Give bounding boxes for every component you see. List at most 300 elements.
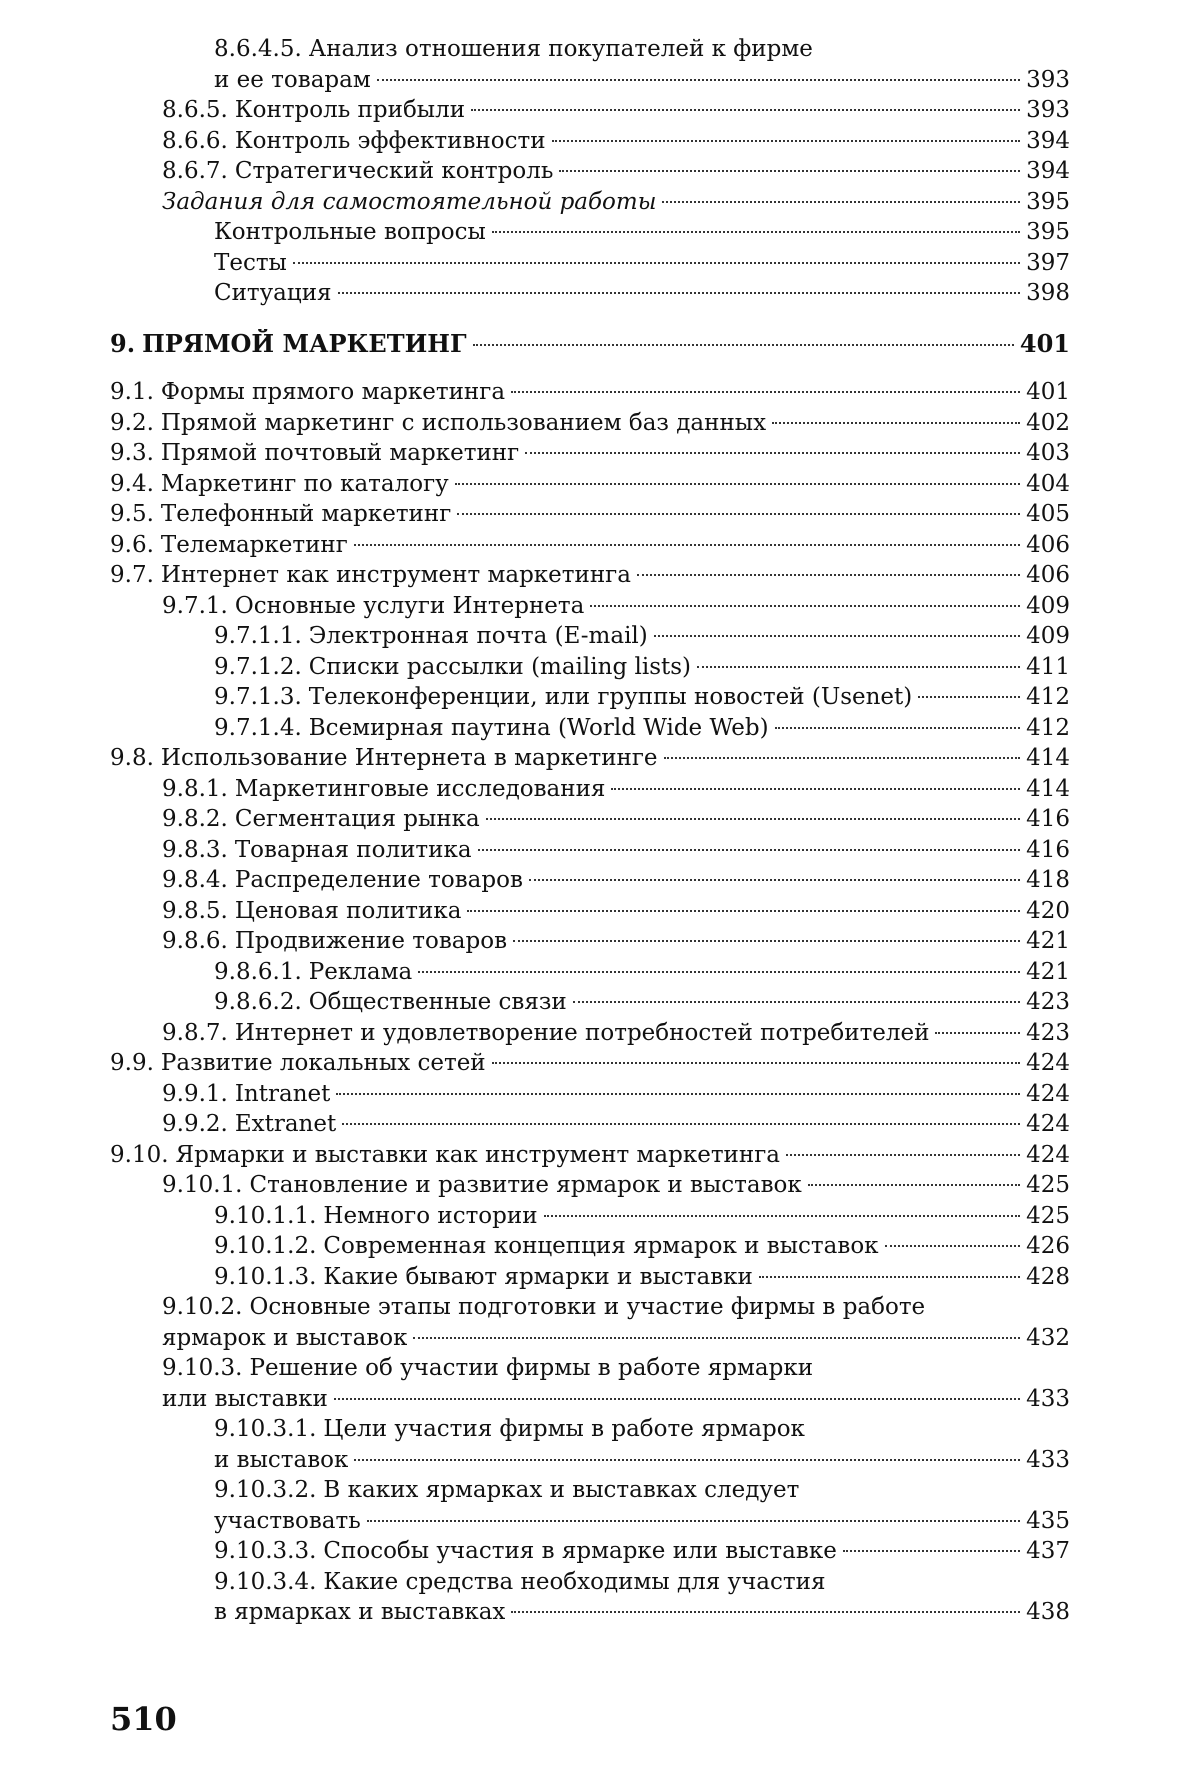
toc-entry-title: Интернет и удовлетворение потребностей потребителей	[234, 1019, 930, 1046]
toc-entry	[110, 1567, 1070, 1628]
toc-entry	[110, 682, 1070, 713]
toc-entry-number: 9.6.	[110, 531, 154, 558]
toc-entry-last-line	[214, 1506, 1070, 1537]
dot-leader	[334, 1398, 1020, 1400]
toc-entry-line	[110, 329, 1070, 360]
toc-entry-title: Intranet	[234, 1080, 331, 1107]
dot-leader	[843, 1550, 1020, 1552]
toc-entry-page: 403	[1026, 440, 1070, 466]
toc-entry	[110, 248, 1070, 279]
toc-entry-number: 9.2.	[110, 409, 154, 436]
toc-entry	[110, 1292, 1070, 1353]
toc-entry-line	[110, 438, 1070, 469]
toc-entry-page: 401	[1026, 379, 1070, 405]
toc-entry-label	[162, 865, 523, 896]
dot-leader	[354, 544, 1020, 546]
toc-entry-title-continuation: участвовать	[214, 1507, 361, 1534]
dot-leader	[772, 422, 1020, 424]
toc-entry-line	[162, 926, 1070, 957]
dot-leader	[377, 79, 1020, 81]
toc-entry-page: 402	[1026, 409, 1070, 436]
toc-entry-last-line	[162, 1384, 1070, 1415]
toc-entry-label	[162, 1170, 802, 1201]
toc-entry-label	[162, 804, 480, 835]
toc-entry	[110, 1018, 1070, 1049]
toc-entry-label	[162, 591, 584, 622]
toc-entry-line	[214, 682, 1070, 713]
toc-entry-page: 406	[1026, 531, 1070, 558]
toc-entry	[110, 469, 1070, 500]
toc-entry-title: ПРЯМОЙ МАРКЕТИНГ	[142, 328, 467, 358]
toc-entry-title: Какие бывают ярмарки и выставки	[323, 1263, 753, 1290]
toc-entry-title: Основные услуги Интернета	[234, 592, 585, 619]
toc-entry-first-line	[214, 34, 1070, 65]
toc-entry	[110, 865, 1070, 896]
toc-entry-page: 405	[1026, 501, 1070, 527]
toc-entry	[110, 835, 1070, 866]
toc-entry	[110, 1262, 1070, 1293]
toc-entry-line	[110, 469, 1070, 500]
toc-entry-page: 438	[1026, 1599, 1070, 1625]
toc-entry-label	[214, 217, 486, 248]
toc-entry-page: 395	[1026, 219, 1070, 245]
toc-entry-label	[214, 987, 567, 1018]
toc-entry-number: 9.3.	[110, 440, 154, 466]
toc-entry-title-continuation: ярмарок и выставок	[162, 1324, 408, 1351]
dot-leader	[529, 879, 1020, 881]
toc-entry-number: 9.4.	[110, 470, 154, 497]
toc-entry-label	[162, 126, 546, 157]
toc-entry-last-line	[214, 1445, 1070, 1476]
dot-leader	[467, 910, 1020, 912]
toc-entry-label	[162, 1018, 929, 1049]
toc-entry-line	[162, 1170, 1070, 1201]
dot-leader	[662, 201, 1020, 203]
toc-entry-label	[162, 187, 656, 218]
toc-entry-number: 9.10.3.3.	[214, 1538, 317, 1564]
dot-leader	[775, 727, 1021, 729]
toc-entry-title: Товарная политика	[234, 836, 472, 863]
toc-entry-title: Электронная почта (E-mail)	[308, 623, 648, 649]
toc-entry-page: 398	[1026, 280, 1070, 306]
toc-entry	[110, 1079, 1070, 1110]
toc-entry-label	[110, 329, 467, 360]
toc-entry-page: 406	[1026, 562, 1070, 588]
toc-entry	[110, 621, 1070, 652]
toc-entry-number: 9.5.	[110, 501, 154, 527]
dot-leader	[552, 140, 1021, 142]
toc-entry-number: 8.6.6.	[162, 127, 228, 154]
toc-entry-last-line	[214, 65, 1070, 96]
toc-entry-number: 8.6.5.	[162, 97, 228, 123]
toc-entry-label	[162, 95, 465, 126]
toc-entry	[110, 804, 1070, 835]
toc-entry-page: 409	[1026, 623, 1070, 649]
toc-entry-title: Контрольные вопросы	[214, 219, 486, 245]
dot-leader	[492, 231, 1020, 233]
toc-entry-title: Основные этапы подготовки и участие фирмы в работе	[249, 1294, 926, 1320]
toc-entry	[110, 560, 1070, 591]
toc-entry-number: 9.8.	[110, 745, 154, 771]
toc-entry-number: 9.8.4.	[162, 867, 228, 893]
toc-entry	[110, 499, 1070, 530]
toc-entry-label	[110, 530, 348, 561]
toc-entry-title: Прямой почтовый маркетинг	[160, 440, 520, 466]
dot-leader	[511, 391, 1020, 393]
toc-entry-page: 421	[1026, 958, 1070, 985]
toc-entry-number: 9.8.3.	[162, 836, 228, 863]
toc-entry-page: 394	[1026, 127, 1070, 154]
toc-entry-first-line	[162, 1353, 1070, 1384]
dot-leader	[511, 1611, 1020, 1613]
toc-entry-title: Маркетинг по каталогу	[160, 470, 449, 497]
toc-entry-number: 9.8.6.2.	[214, 989, 302, 1015]
dot-leader	[573, 1001, 1020, 1003]
dot-leader	[455, 483, 1020, 485]
toc-entry	[110, 1536, 1070, 1567]
toc-entry-line	[162, 95, 1070, 126]
toc-entry-label	[110, 1140, 780, 1171]
toc-entry-label	[214, 652, 691, 683]
dot-leader	[354, 1459, 1020, 1461]
dot-leader	[935, 1032, 1020, 1034]
toc-entry-first-line	[214, 1475, 1070, 1506]
page-number: 510	[110, 1700, 177, 1738]
toc-entry-title: Контроль прибыли	[234, 97, 466, 123]
toc-entry-line	[214, 1231, 1070, 1262]
toc-entry-number: 9.7.1.4.	[214, 714, 302, 741]
toc-entry-number: 9.7.1.1.	[214, 623, 302, 649]
toc-entry-last-line	[214, 1597, 1070, 1628]
dot-leader	[559, 170, 1020, 172]
toc-entry-number: 9.8.6.	[162, 928, 228, 954]
toc-entry-page: 433	[1026, 1446, 1070, 1473]
toc-entry-label	[110, 1048, 486, 1079]
toc-entry-page: 416	[1026, 836, 1070, 863]
toc-entry-page: 393	[1026, 97, 1070, 123]
toc-entry-label	[214, 278, 332, 309]
toc-entry-title: Списки рассылки (mailing lists)	[308, 653, 692, 680]
toc-entry-label	[214, 621, 648, 652]
toc-entry-line	[110, 560, 1070, 591]
toc-entry-title: Прямой маркетинг с использованием баз данных	[160, 409, 767, 436]
toc-entry-number: 9.10.2.	[162, 1294, 243, 1320]
toc-entry-label	[214, 248, 287, 279]
toc-entry-title: Телефонный маркетинг	[160, 501, 452, 527]
toc-entry-label	[110, 499, 451, 530]
toc-entry-label	[214, 1262, 753, 1293]
toc-entry-number: 9.9.1.	[162, 1080, 228, 1107]
toc-entry-title: Использование Интернета в маркетинге	[160, 745, 658, 771]
toc-entry	[110, 1140, 1070, 1171]
toc-entry	[110, 278, 1070, 309]
dot-leader	[885, 1245, 1021, 1247]
toc-entry-title: Способы участия в ярмарке или выставке	[323, 1538, 837, 1564]
toc-entry-line	[214, 621, 1070, 652]
toc-entry-line	[162, 126, 1070, 157]
toc-entry-number: 9.9.2.	[162, 1111, 228, 1137]
toc-entry-line	[110, 530, 1070, 561]
toc-entry-page: 420	[1026, 897, 1070, 924]
toc-entry-page: 425	[1026, 1172, 1070, 1198]
toc-entry-label	[162, 774, 605, 805]
toc-entry-number: 9.10.1.	[162, 1172, 243, 1198]
toc-entry-line	[162, 804, 1070, 835]
toc-entry-line	[110, 1048, 1070, 1079]
toc-entry-title: Ценовая политика	[234, 897, 462, 924]
toc-entry-title-continuation: или выставки	[162, 1385, 328, 1412]
toc-entry-line	[214, 1536, 1070, 1567]
dot-leader	[513, 940, 1020, 942]
toc-entry	[110, 156, 1070, 187]
toc-entry-title: Решение об участии фирмы в работе ярмарки	[249, 1355, 814, 1381]
toc-entry-line	[162, 774, 1070, 805]
toc-entry-title: Ситуация	[214, 280, 332, 306]
toc-entry-page: 424	[1026, 1050, 1070, 1076]
dot-leader	[367, 1520, 1020, 1522]
toc-entry-page: 425	[1026, 1202, 1070, 1229]
dot-leader	[525, 452, 1020, 454]
dot-leader	[486, 818, 1020, 820]
toc-entry-page: 433	[1026, 1385, 1070, 1412]
toc-entry-label	[162, 926, 507, 957]
toc-entry-label	[162, 156, 553, 187]
toc-entry-number: 9.10.	[110, 1141, 169, 1168]
dot-leader	[786, 1154, 1020, 1156]
toc-entry-number: 9.9.	[110, 1050, 154, 1076]
dot-leader	[293, 262, 1020, 264]
toc-entry	[110, 743, 1070, 774]
toc-entry-label	[214, 957, 412, 988]
toc-entry-line	[214, 957, 1070, 988]
toc-entry	[110, 1353, 1070, 1414]
toc-entry-line	[214, 713, 1070, 744]
toc-entry-number: 9.7.1.3.	[214, 684, 302, 710]
toc-entry-number: 9.10.1.3.	[214, 1263, 317, 1290]
toc-entry-title: Становление и развитие ярмарок и выставок	[249, 1172, 802, 1198]
toc-entry-title: Формы прямого маркетинга	[160, 379, 506, 405]
toc-entry-number: 9.10.3.2.	[214, 1477, 317, 1503]
toc-entry-page: 424	[1026, 1111, 1070, 1137]
toc-entry-title: Распределение товаров	[234, 867, 523, 893]
toc-entry-label	[110, 438, 519, 469]
toc-chapter-heading	[110, 329, 1070, 360]
toc-entry-page: 412	[1026, 714, 1070, 741]
toc-entry-number: 8.6.7.	[162, 158, 228, 184]
toc-entry-line	[162, 835, 1070, 866]
toc-entry	[110, 95, 1070, 126]
dot-leader	[664, 757, 1021, 759]
toc-entry-title: Анализ отношения покупателей к фирме	[308, 36, 813, 62]
toc-entry-title: Современная концепция ярмарок и выставок	[323, 1233, 879, 1259]
toc-entry-title: Телемаркетинг	[160, 531, 348, 558]
toc-entry-title: Немного истории	[323, 1202, 538, 1229]
toc-entry-line	[162, 156, 1070, 187]
toc-entry-title: Телеконференции, или группы новостей (Usenet)	[308, 684, 913, 710]
toc-entry	[110, 1231, 1070, 1262]
table-of-contents	[110, 34, 1070, 1628]
dot-leader	[471, 109, 1020, 111]
toc-entry	[110, 591, 1070, 622]
dot-leader	[808, 1184, 1020, 1186]
toc-entry-last-line	[162, 1323, 1070, 1354]
dot-leader	[611, 788, 1020, 790]
toc-entry-page: 397	[1026, 249, 1070, 276]
dot-leader	[544, 1215, 1021, 1217]
toc-entry-page: 401	[1019, 328, 1070, 358]
toc-entry	[110, 987, 1070, 1018]
toc-entry-label	[162, 896, 461, 927]
toc-entry	[110, 1475, 1070, 1536]
toc-entry-page: 412	[1026, 684, 1070, 710]
toc-entry-label	[214, 1231, 879, 1262]
toc-entry-first-line	[162, 1292, 1070, 1323]
toc-entry-number: 9.8.5.	[162, 897, 228, 924]
toc-entry-title: Общественные связи	[308, 989, 567, 1015]
toc-entry-page: 414	[1026, 775, 1070, 802]
dot-leader	[759, 1276, 1020, 1278]
toc-entry-number: 9.10.3.	[162, 1355, 243, 1381]
toc-entry-line	[110, 377, 1070, 408]
dot-leader	[473, 344, 1014, 346]
toc-entry-number: 9.10.1.2.	[214, 1233, 317, 1259]
toc-entry-number: 9.10.3.1.	[214, 1416, 317, 1442]
toc-entry-line	[214, 217, 1070, 248]
toc-entry-line	[162, 591, 1070, 622]
toc-entry-label	[110, 743, 658, 774]
toc-entry-line	[214, 248, 1070, 279]
toc-entry-title: Цели участия фирмы в работе ярмарок	[323, 1416, 805, 1442]
toc-entry-line	[214, 1201, 1070, 1232]
toc-entry-page: 418	[1026, 867, 1070, 893]
toc-entry-title: Ярмарки и выставки как инструмент маркетинга	[175, 1141, 780, 1168]
toc-entry	[110, 187, 1070, 218]
toc-entry-title: Маркетинговые исследования	[234, 775, 606, 802]
toc-entry-line	[110, 1140, 1070, 1171]
toc-entry-title: Задания для самостоятельной работы	[162, 188, 657, 215]
toc-entry	[110, 652, 1070, 683]
toc-entry-label	[110, 377, 505, 408]
toc-entry	[110, 217, 1070, 248]
toc-entry	[110, 126, 1070, 157]
toc-entry-title: Тесты	[214, 249, 287, 276]
toc-entry	[110, 713, 1070, 744]
toc-entry-page: 432	[1026, 1324, 1070, 1351]
toc-entry-line	[162, 865, 1070, 896]
toc-entry-title: Сегментация рынка	[234, 806, 480, 832]
dot-leader	[336, 1093, 1020, 1095]
toc-entry-label	[214, 713, 769, 744]
dot-leader	[338, 292, 1021, 294]
toc-entry	[110, 1109, 1070, 1140]
toc-entry	[110, 1414, 1070, 1475]
dot-leader	[637, 574, 1020, 576]
toc-entry-page: 393	[1026, 66, 1070, 93]
toc-entry-number: 9.8.7.	[162, 1019, 228, 1046]
toc-entry-label	[214, 1536, 837, 1567]
toc-entry-title: Extranet	[234, 1111, 337, 1137]
toc-entry-page: 423	[1026, 989, 1070, 1015]
toc-entry-page: 423	[1026, 1019, 1070, 1046]
toc-entry-title-continuation: в ярмарках и выставках	[214, 1599, 506, 1625]
dot-leader	[697, 666, 1020, 668]
toc-entry-label	[110, 408, 766, 439]
dot-leader	[492, 1062, 1020, 1064]
toc-entry-line	[162, 1079, 1070, 1110]
toc-entry-page: 421	[1026, 928, 1070, 954]
toc-entry-number: 8.6.4.5.	[214, 36, 302, 62]
toc-entry-page: 394	[1026, 158, 1070, 184]
toc-entry-number: 9.8.2.	[162, 806, 228, 832]
toc-entry-title: Стратегический контроль	[234, 158, 554, 184]
toc-entry-title: Контроль эффективности	[234, 127, 546, 154]
toc-entry	[110, 1048, 1070, 1079]
toc-entry-number: 9.7.1.2.	[214, 653, 302, 680]
toc-entry-line	[162, 1109, 1070, 1140]
toc-entry-number: 9.10.1.1.	[214, 1202, 317, 1229]
dot-leader	[918, 696, 1020, 698]
toc-entry-page: 435	[1026, 1507, 1070, 1534]
toc-entry-number: 9.1.	[110, 379, 154, 405]
toc-entry-page: 411	[1026, 653, 1070, 680]
toc-entry-number: 9.	[110, 328, 136, 358]
toc-entry-number: 9.10.3.4.	[214, 1568, 317, 1595]
toc-entry	[110, 438, 1070, 469]
toc-entry-label	[162, 1109, 336, 1140]
toc-entry-number: 9.7.	[110, 562, 154, 588]
toc-entry-number: 9.8.1.	[162, 775, 228, 802]
toc-entry-page: 437	[1026, 1538, 1070, 1564]
toc-entry	[110, 1170, 1070, 1201]
toc-entry-page: 416	[1026, 806, 1070, 832]
toc-entry-page: 424	[1026, 1080, 1070, 1107]
toc-entry-first-line	[214, 1414, 1070, 1445]
toc-entry-line	[214, 987, 1070, 1018]
toc-entry-line	[162, 896, 1070, 927]
toc-entry-page: 404	[1026, 470, 1070, 497]
toc-entry-line	[214, 1262, 1070, 1293]
toc-entry-line	[110, 499, 1070, 530]
toc-entry-page: 426	[1026, 1233, 1070, 1259]
toc-entry-page: 395	[1026, 188, 1070, 215]
toc-entry-label	[110, 560, 631, 591]
toc-entry-line	[162, 1018, 1070, 1049]
toc-entry	[110, 530, 1070, 561]
toc-entry	[110, 896, 1070, 927]
toc-entry-title: Реклама	[308, 958, 413, 985]
toc-entry-line	[214, 652, 1070, 683]
toc-entry-page: 409	[1026, 592, 1070, 619]
dot-leader	[654, 635, 1020, 637]
toc-entry-title-continuation: и выставок	[214, 1446, 349, 1473]
toc-entry-first-line	[214, 1567, 1070, 1598]
toc-entry-title: Какие средства необходимы для участия	[323, 1568, 826, 1595]
toc-entry-title: В каких ярмарках и выставках следует	[323, 1477, 800, 1503]
toc-entry	[110, 926, 1070, 957]
toc-entry-page: 414	[1026, 745, 1070, 771]
toc-entry-line	[110, 408, 1070, 439]
toc-entry-title: Интернет как инструмент маркетинга	[160, 562, 631, 588]
toc-entry-number: 9.8.6.1.	[214, 958, 302, 985]
toc-entry	[110, 34, 1070, 95]
toc-entry	[110, 957, 1070, 988]
toc-entry-title: Развитие локальных сетей	[160, 1050, 486, 1076]
toc-entry-page: 424	[1026, 1141, 1070, 1168]
toc-entry	[110, 377, 1070, 408]
toc-entry-label	[162, 835, 472, 866]
dot-leader	[457, 513, 1020, 515]
toc-entry-title-continuation: и ее товарам	[214, 66, 371, 93]
